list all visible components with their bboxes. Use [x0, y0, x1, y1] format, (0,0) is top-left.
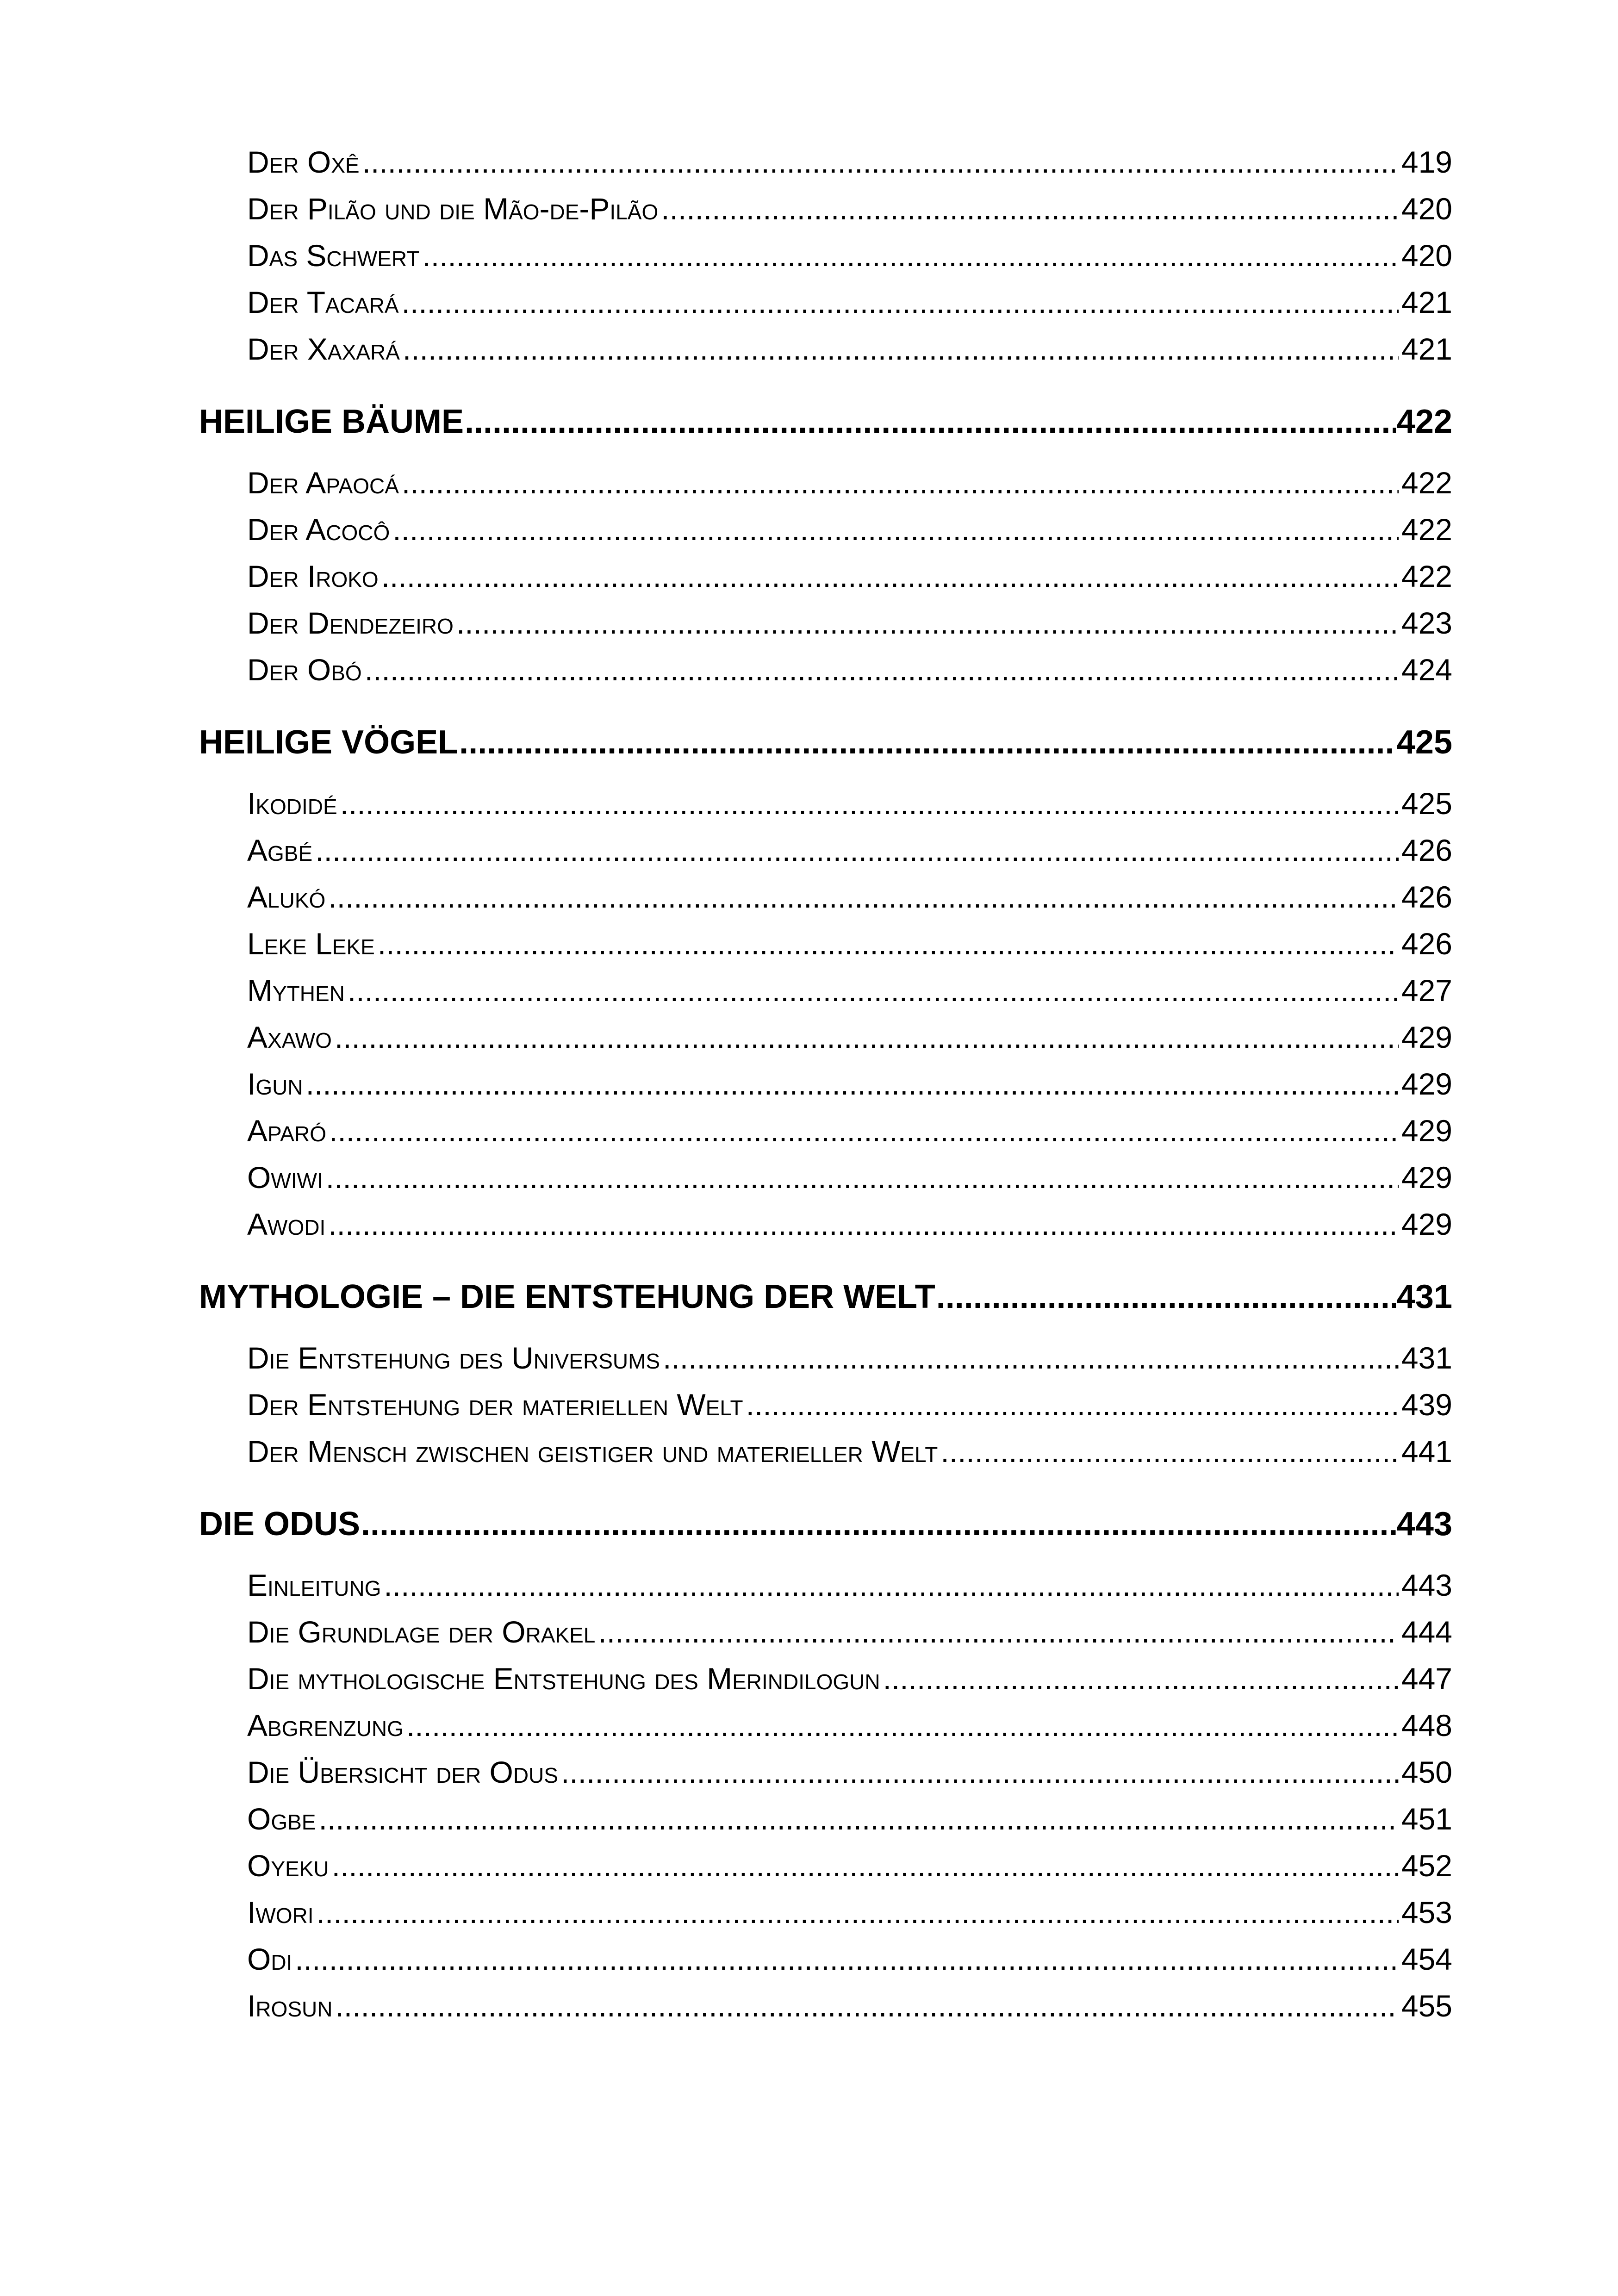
- toc-entry-page: 420: [1401, 192, 1452, 226]
- toc-entry[interactable]: [199, 967, 1452, 1014]
- toc-section-title: DIE ODUS: [199, 1506, 361, 1543]
- toc-entry-title: Iwori: [247, 1895, 314, 1929]
- toc-entry-page: 426: [1401, 833, 1452, 867]
- toc-entry-page: 429: [1401, 1207, 1452, 1241]
- dot-leader: [317, 1889, 1399, 1936]
- toc-entry-title: Der Dendezeiro: [247, 606, 454, 640]
- toc-entry[interactable]: [199, 1108, 1452, 1154]
- dot-leader: [381, 553, 1399, 600]
- toc-entry-page: 424: [1401, 653, 1452, 687]
- toc-entry[interactable]: [199, 1562, 1452, 1609]
- toc-entry[interactable]: [199, 1749, 1452, 1796]
- dot-leader: [598, 1609, 1398, 1655]
- toc-entry-title: Igun: [247, 1067, 303, 1101]
- toc-entry[interactable]: [199, 1842, 1452, 1889]
- toc-entry-page: 431: [1401, 1341, 1452, 1375]
- toc-entry-title: Der Apaocá: [247, 466, 399, 500]
- toc-entry-page: 429: [1401, 1160, 1452, 1195]
- toc-entry-page: 450: [1401, 1755, 1452, 1789]
- dot-leader: [306, 1061, 1399, 1108]
- toc-section-heading[interactable]: [199, 1271, 1452, 1323]
- toc-entry-title: Die Grundlage der Orakel: [247, 1615, 596, 1649]
- toc-entry-page: 423: [1401, 606, 1452, 640]
- toc-entry[interactable]: [199, 1061, 1452, 1108]
- toc-entry-title: Der Obó: [247, 653, 362, 687]
- toc-entry-title: Die Übersicht der Odus: [247, 1755, 558, 1789]
- toc-entry-title: Leke Leke: [247, 927, 375, 961]
- dot-leader: [936, 1271, 1396, 1323]
- dot-leader: [335, 1014, 1399, 1061]
- toc-entry[interactable]: [199, 1428, 1452, 1475]
- toc-entry-title: Der Acocô: [247, 512, 390, 547]
- toc-entry[interactable]: [199, 1154, 1452, 1201]
- toc-section-page: 422: [1396, 403, 1452, 440]
- toc-section-title: MYTHOLOGIE – DIE ENTSTEHUNG DER WELT: [199, 1278, 935, 1315]
- toc-entry[interactable]: [199, 1381, 1452, 1428]
- toc-section-heading[interactable]: [199, 1498, 1452, 1550]
- toc-entry[interactable]: [199, 780, 1452, 827]
- toc-entry-title: Irosun: [247, 1989, 333, 2023]
- dot-leader: [403, 326, 1399, 373]
- toc-entry-title: Der Entstehung der materiellen Welt: [247, 1388, 743, 1422]
- toc-entry-title: Die mythologische Entstehung des Merindilogun: [247, 1661, 880, 1696]
- dot-leader: [392, 506, 1399, 553]
- toc-entry-page: 429: [1401, 1114, 1452, 1148]
- toc-entry[interactable]: [199, 1201, 1452, 1248]
- toc-entry[interactable]: [199, 1936, 1452, 1983]
- toc-entry-title: Owiwi: [247, 1160, 323, 1195]
- table-of-contents: [199, 139, 1452, 2029]
- toc-entry[interactable]: [199, 279, 1452, 326]
- dot-leader: [465, 396, 1396, 448]
- dot-leader: [378, 921, 1399, 967]
- toc-entry[interactable]: [199, 326, 1452, 373]
- toc-entry-title: Abgrenzung: [247, 1708, 404, 1742]
- toc-entry-page: 421: [1401, 285, 1452, 319]
- toc-section-page: 431: [1396, 1278, 1452, 1315]
- toc-entry[interactable]: [199, 139, 1452, 186]
- toc-pre-group: [199, 139, 1452, 373]
- toc-entry-page: 441: [1401, 1434, 1452, 1468]
- dot-leader: [456, 600, 1399, 647]
- toc-section-heading[interactable]: [199, 716, 1452, 768]
- dot-leader: [406, 1702, 1399, 1749]
- toc-entry-page: 429: [1401, 1067, 1452, 1101]
- toc-entry[interactable]: [199, 600, 1452, 647]
- toc-entry-page: 429: [1401, 1020, 1452, 1054]
- dot-leader: [663, 1335, 1399, 1381]
- toc-entry-title: Der Pilão und die Mão-de-Pilão: [247, 192, 659, 226]
- toc-entry-title: Axawo: [247, 1020, 332, 1054]
- toc-entry-page: 422: [1401, 466, 1452, 500]
- dot-leader: [326, 1154, 1399, 1201]
- toc-section-die-odus: [199, 1498, 1452, 2029]
- toc-entry[interactable]: [199, 1609, 1452, 1655]
- toc-entry[interactable]: [199, 1983, 1452, 2029]
- dot-leader: [328, 1201, 1399, 1248]
- toc-entry-title: Awodi: [247, 1207, 326, 1241]
- toc-entry-page: 426: [1401, 880, 1452, 914]
- dot-leader: [402, 279, 1399, 326]
- toc-entry[interactable]: [199, 1889, 1452, 1936]
- toc-section-mythologie: [199, 1271, 1452, 1475]
- dot-leader: [362, 139, 1399, 186]
- toc-entry-title: Oyeku: [247, 1848, 329, 1883]
- toc-entry[interactable]: [199, 460, 1452, 506]
- toc-entry-title: Der Tacará: [247, 285, 399, 319]
- toc-section-page: 425: [1396, 724, 1452, 761]
- toc-entry-page: 444: [1401, 1615, 1452, 1649]
- toc-entry-title: Agbé: [247, 833, 313, 867]
- toc-entry-title: Der Xaxará: [247, 332, 400, 366]
- dot-leader: [384, 1562, 1398, 1609]
- toc-entry-page: 451: [1401, 1802, 1452, 1836]
- dot-leader: [340, 780, 1399, 827]
- toc-entry-title: Aparó: [247, 1114, 326, 1148]
- toc-entry-title: Die Entstehung des Universums: [247, 1341, 660, 1375]
- dot-leader: [661, 186, 1399, 232]
- dot-leader: [561, 1749, 1399, 1796]
- toc-entry-page: 420: [1401, 238, 1452, 273]
- toc-entry[interactable]: [199, 186, 1452, 232]
- toc-entry-page: 425: [1401, 786, 1452, 821]
- toc-entry[interactable]: [199, 921, 1452, 967]
- toc-entry[interactable]: [199, 1702, 1452, 1749]
- dot-leader: [361, 1498, 1396, 1550]
- toc-entry-page: 452: [1401, 1848, 1452, 1883]
- toc-entry-page: 419: [1401, 145, 1452, 179]
- toc-section-title: HEILIGE VÖGEL: [199, 724, 459, 761]
- dot-leader: [883, 1655, 1399, 1702]
- dot-leader: [318, 1796, 1398, 1842]
- toc-entry[interactable]: [199, 1655, 1452, 1702]
- toc-entry-page: 443: [1401, 1568, 1452, 1602]
- toc-entry-title: Der Mensch zwischen geistiger und materieller Welt: [247, 1434, 938, 1468]
- toc-entry[interactable]: [199, 827, 1452, 874]
- toc-section-heilige-baeume: [199, 396, 1452, 693]
- toc-section-page: 443: [1396, 1506, 1452, 1543]
- dot-leader: [329, 1108, 1399, 1154]
- toc-entry[interactable]: [199, 1335, 1452, 1381]
- dot-leader: [335, 1983, 1398, 2029]
- toc-entry-title: Der Oxê: [247, 145, 360, 179]
- toc-entry-page: 421: [1401, 332, 1452, 366]
- toc-section-heading[interactable]: [199, 396, 1452, 448]
- toc-entry-page: 427: [1401, 973, 1452, 1008]
- dot-leader: [940, 1428, 1398, 1475]
- toc-entry-title: Odi: [247, 1942, 292, 1976]
- toc-entry[interactable]: [199, 506, 1452, 553]
- toc-entry[interactable]: [199, 647, 1452, 693]
- toc-entry-page: 447: [1401, 1661, 1452, 1696]
- toc-entry-title: Der Iroko: [247, 559, 379, 593]
- dot-leader: [422, 232, 1398, 279]
- toc-entry-page: 455: [1401, 1989, 1452, 2023]
- toc-entry-title: Ikodidé: [247, 786, 337, 821]
- toc-entry-title: Mythen: [247, 973, 345, 1008]
- dot-leader: [295, 1936, 1399, 1983]
- dot-leader: [328, 874, 1399, 921]
- toc-entry-page: 422: [1401, 559, 1452, 593]
- toc-entry[interactable]: [199, 874, 1452, 921]
- dot-leader: [315, 827, 1399, 874]
- toc-entry-page: 439: [1401, 1388, 1452, 1422]
- dot-leader: [746, 1381, 1399, 1428]
- toc-entry[interactable]: [199, 232, 1452, 279]
- toc-section-heilige-voegel: [199, 716, 1452, 1248]
- toc-entry-page: 448: [1401, 1708, 1452, 1742]
- toc-entry[interactable]: [199, 1796, 1452, 1842]
- toc-entry-page: 422: [1401, 512, 1452, 547]
- dot-leader: [365, 647, 1399, 693]
- toc-entry-title: Das Schwert: [247, 238, 420, 273]
- toc-entry[interactable]: [199, 1014, 1452, 1061]
- toc-section-title: HEILIGE BÄUME: [199, 403, 464, 440]
- toc-entry-page: 454: [1401, 1942, 1452, 1976]
- toc-entry[interactable]: [199, 553, 1452, 600]
- toc-entry-title: Alukó: [247, 880, 326, 914]
- toc-entry-title: Einleitung: [247, 1568, 381, 1602]
- toc-entry-page: 426: [1401, 927, 1452, 961]
- dot-leader: [402, 460, 1399, 506]
- toc-entry-title: Ogbe: [247, 1802, 316, 1836]
- dot-leader: [348, 967, 1399, 1014]
- dot-leader: [332, 1842, 1399, 1889]
- dot-leader: [459, 716, 1396, 768]
- toc-entry-page: 453: [1401, 1895, 1452, 1929]
